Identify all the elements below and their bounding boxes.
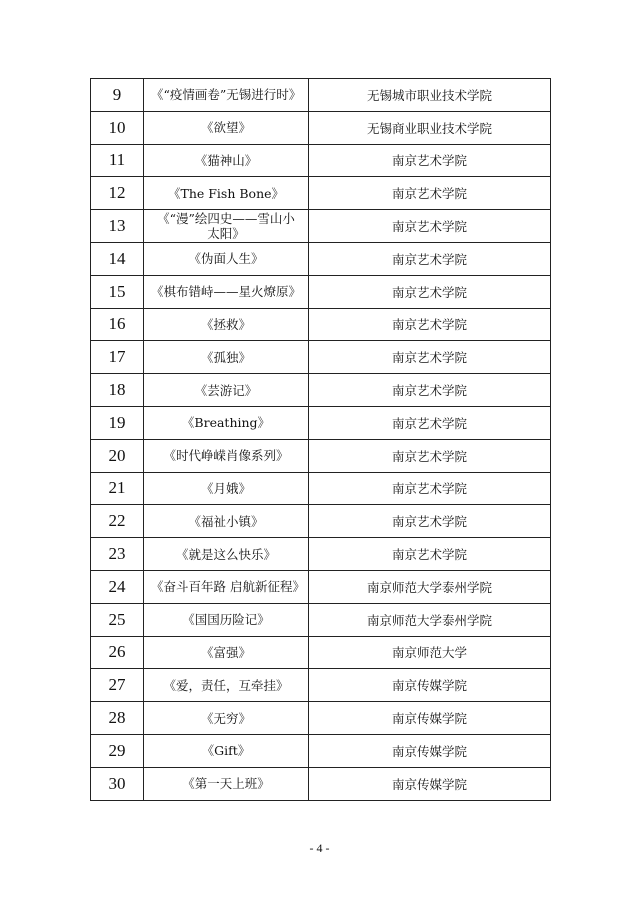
work-title: 《孤独》 (144, 341, 309, 374)
work-title: 《时代峥嵘肖像系列》 (144, 439, 309, 472)
work-title: 《福祉小镇》 (144, 505, 309, 538)
table-row (91, 275, 551, 308)
work-title: 《富强》 (144, 636, 309, 669)
row-number: 15 (91, 275, 144, 308)
work-title: 《欲望》 (144, 111, 309, 144)
table-row (91, 538, 551, 571)
table-row (91, 374, 551, 407)
row-number: 10 (91, 111, 144, 144)
school-name: 南京传媒学院 (309, 669, 551, 702)
table-row (91, 144, 551, 177)
table-row (91, 669, 551, 702)
school-name: 南京传媒学院 (309, 734, 551, 767)
table-row (91, 111, 551, 144)
school-name: 南京师范大学泰州学院 (309, 603, 551, 636)
row-number: 11 (91, 144, 144, 177)
work-title: 《第一天上班》 (144, 767, 309, 800)
row-number: 20 (91, 439, 144, 472)
school-name: 无锡城市职业技术学院 (309, 79, 551, 112)
work-title: 《“漫”绘四史——雪山小太阳》 (144, 210, 309, 243)
table-row (91, 603, 551, 636)
table-row (91, 308, 551, 341)
row-number: 24 (91, 570, 144, 603)
school-name: 南京师范大学泰州学院 (309, 570, 551, 603)
work-title: 《拯救》 (144, 308, 309, 341)
work-title: 《芸游记》 (144, 374, 309, 407)
table-row (91, 341, 551, 374)
school-name: 南京传媒学院 (309, 767, 551, 800)
work-title: 《爱，责任，互牵挂》 (144, 669, 309, 702)
school-name: 南京艺术学院 (309, 505, 551, 538)
row-number: 23 (91, 538, 144, 571)
table-row (91, 242, 551, 275)
school-name: 南京艺术学院 (309, 308, 551, 341)
school-name: 南京艺术学院 (309, 538, 551, 571)
school-name: 南京艺术学院 (309, 374, 551, 407)
work-title: 《Gift》 (144, 734, 309, 767)
school-name: 南京艺术学院 (309, 439, 551, 472)
table-row (91, 79, 551, 112)
row-number: 22 (91, 505, 144, 538)
table-row (91, 636, 551, 669)
school-name: 南京艺术学院 (309, 275, 551, 308)
table-row (91, 570, 551, 603)
table-row (91, 767, 551, 800)
table-row (91, 734, 551, 767)
school-name: 南京艺术学院 (309, 472, 551, 505)
row-number: 25 (91, 603, 144, 636)
work-title: 《The Fish Bone》 (144, 177, 309, 210)
row-number: 21 (91, 472, 144, 505)
row-number: 9 (91, 79, 144, 112)
work-title: 《猫神山》 (144, 144, 309, 177)
work-title: 《棋布错峙——星火燎原》 (144, 275, 309, 308)
school-name: 南京艺术学院 (309, 341, 551, 374)
row-number: 16 (91, 308, 144, 341)
school-name: 南京传媒学院 (309, 702, 551, 735)
row-number: 29 (91, 734, 144, 767)
school-name: 南京艺术学院 (309, 406, 551, 439)
row-number: 27 (91, 669, 144, 702)
work-title: 《月娥》 (144, 472, 309, 505)
table-row (91, 505, 551, 538)
work-title: 《伪面人生》 (144, 242, 309, 275)
school-name: 南京师范大学 (309, 636, 551, 669)
row-number: 13 (91, 210, 144, 243)
table-row (91, 472, 551, 505)
work-title: 《“疫情画卷”无锡进行时》 (144, 79, 309, 112)
table-row (91, 177, 551, 210)
work-title: 《奋斗百年路 启航新征程》 (144, 570, 309, 603)
work-title: 《Breathing》 (144, 406, 309, 439)
school-name: 南京艺术学院 (309, 210, 551, 243)
table-row (91, 406, 551, 439)
school-name: 南京艺术学院 (309, 144, 551, 177)
work-title: 《国国历险记》 (144, 603, 309, 636)
row-number: 28 (91, 702, 144, 735)
row-number: 18 (91, 374, 144, 407)
row-number: 26 (91, 636, 144, 669)
page-number: - 4 - (309, 841, 330, 855)
work-title: 《无穷》 (144, 702, 309, 735)
row-number: 30 (91, 767, 144, 800)
school-name: 南京艺术学院 (309, 242, 551, 275)
award-table (90, 78, 551, 801)
table-row (91, 702, 551, 735)
row-number: 14 (91, 242, 144, 275)
row-number: 17 (91, 341, 144, 374)
table-row (91, 439, 551, 472)
row-number: 19 (91, 406, 144, 439)
school-name: 南京艺术学院 (309, 177, 551, 210)
table-row (91, 210, 551, 243)
school-name: 无锡商业职业技术学院 (309, 111, 551, 144)
row-number: 12 (91, 177, 144, 210)
work-title: 《就是这么快乐》 (144, 538, 309, 571)
